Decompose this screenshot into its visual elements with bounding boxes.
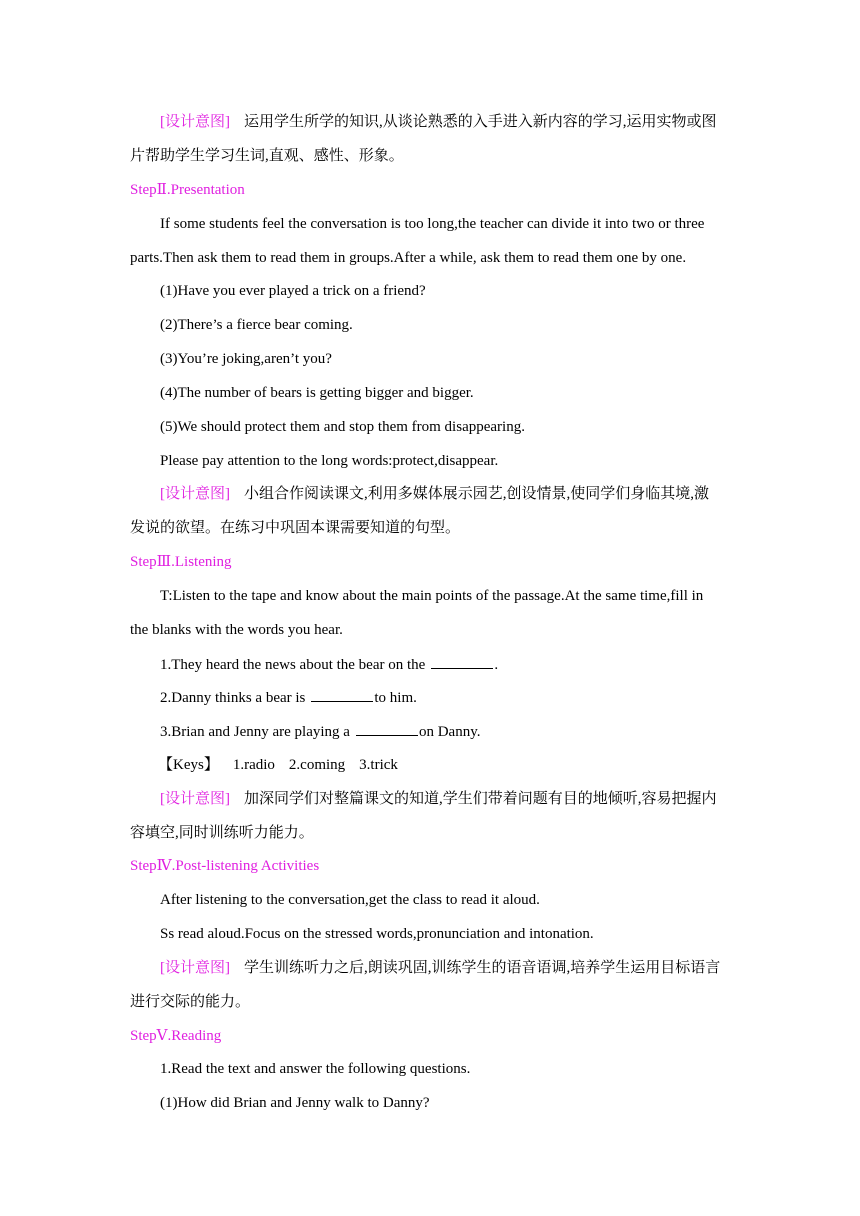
design-intent-4-text: 学生训练听力之后,朗读巩固,训练学生的语音语调,培养学生运用目标语言 (244, 960, 721, 976)
design-intent-2-text: 小组合作阅读课文,利用多媒体展示园艺,创设情景,使同学们身临其境,激 (244, 486, 710, 502)
step2-item-3: (3)You’re joking,aren’t you? (160, 351, 332, 367)
design-intent-1-line1 (160, 112, 730, 132)
step2-item-4: (4)The number of bears is getting bigger and bigger. (160, 385, 474, 401)
question-2-text: 2.Danny thinks a bear is (160, 690, 306, 706)
step4-line1: After listening to the conversation,get the class to read it aloud. (160, 892, 540, 908)
step3-intro-line1: T:Listen to the tape and know about the main points of the passage.At the same time,fill in (160, 588, 704, 604)
step5-heading: StepⅤ.Reading (130, 1028, 222, 1044)
design-intent-4-line1 (160, 958, 730, 978)
question-1-text: 1.They heard the news about the bear on the (160, 657, 426, 673)
fill-in-blank (311, 687, 373, 702)
fill-in-blank (356, 721, 418, 736)
design-intent-tag: [设计意图] (160, 114, 230, 130)
design-intent-3-text: 加深同学们对整篇课文的知道,学生们带着问题有目的地倾听,容易把握内 (244, 791, 717, 807)
design-intent-3-line1 (160, 789, 730, 809)
fill-in-blank (431, 654, 493, 669)
keys-label: 【Keys】 (158, 757, 219, 773)
step2-intro-line2: parts.Then ask them to read them in groups.After a while, ask them to read them one by one. (130, 250, 687, 266)
step3-intro-line2: the blanks with the words you hear. (130, 622, 343, 638)
question-1-end: . (494, 657, 499, 673)
question-3-end: on Danny. (418, 724, 481, 740)
step5-line1: 1.Read the text and answer the following questions. (160, 1061, 471, 1077)
design-intent-3-line2: 容填空,同时训练听力能力。 (130, 825, 314, 841)
step3-heading: StepⅢ.Listening (130, 554, 232, 570)
design-intent-tag: [设计意图] (160, 486, 230, 502)
key-1: 1.radio (232, 757, 275, 773)
step2-item-2: (2)There’s a fierce bear coming. (160, 317, 353, 333)
step3-question-2 (160, 687, 730, 708)
design-intent-tag: [设计意图] (160, 791, 230, 807)
step4-heading: StepⅣ.Post-listening Activities (130, 858, 320, 874)
key-2: 2.coming (288, 757, 346, 773)
question-2-end: to him. (374, 690, 417, 706)
step2-heading: StepⅡ.Presentation (130, 182, 245, 198)
design-intent-1-line2: 片帮助学生学习生词,直观、感性、形象。 (130, 148, 404, 164)
design-intent-2-line2: 发说的欲望。在练习中巩固本课需要知道的句型。 (130, 520, 461, 536)
step3-keys (158, 755, 758, 775)
step5-line2: (1)How did Brian and Jenny walk to Danny? (160, 1095, 430, 1111)
question-3-text: 3.Brian and Jenny are playing a (160, 724, 350, 740)
design-intent-2-line1 (160, 484, 730, 504)
step3-question-1 (160, 654, 730, 675)
design-intent-1-text: 运用学生所学的知识,从谈论熟悉的入手进入新内容的学习,运用实物或图 (244, 114, 717, 130)
step4-line2: Ss read aloud.Focus on the stressed words,pronunciation and intonation. (160, 926, 594, 942)
step2-item-5: (5)We should protect them and stop them from disappearing. (160, 419, 525, 435)
step2-note: Please pay attention to the long words:protect,disappear. (160, 453, 499, 469)
design-intent-4-line2: 进行交际的能力。 (130, 994, 251, 1010)
design-intent-tag: [设计意图] (160, 960, 230, 976)
step2-intro-line1: If some students feel the conversation is too long,the teacher can divide it into two or three (160, 216, 705, 232)
step3-question-3 (160, 721, 730, 742)
step2-item-1: (1)Have you ever played a trick on a friend? (160, 283, 426, 299)
key-3: 3.trick (359, 757, 398, 773)
